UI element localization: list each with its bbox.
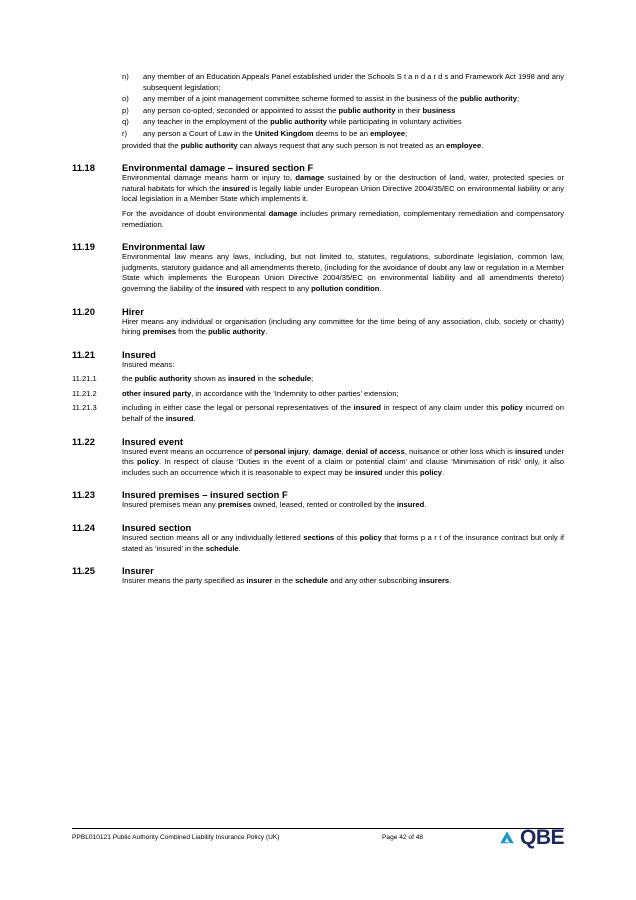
- clause-paragraph: Insured section means all or any individually lettered sections of this policy that forms p a r t of the insurance contract but only if stated as ‘insured’ in the schedule.: [122, 533, 564, 553]
- clause-heading: [72, 489, 564, 500]
- subclause-number: 11.21.1: [72, 374, 97, 384]
- clause-number: 11.24: [72, 522, 95, 534]
- clause-body: [122, 533, 564, 554]
- clause-number: 11.19: [72, 241, 95, 253]
- clause-title: Hirer: [122, 305, 144, 317]
- subclause-text: including in either case the legal or personal representatives of the insured in respect of any claim under this policy incurred on behalf of the insured.: [122, 403, 564, 424]
- clause-paragraph: Hirer means any individual or organisation (including any committee for the time being of any association, club, society or charity) hiring premises from the public authority.: [122, 316, 564, 337]
- footer-document-reference: PPBL010121 Public Authority Combined Liability Insurance Policy (UK): [72, 834, 280, 841]
- clause-heading: [72, 565, 564, 576]
- clause-11-25: [72, 565, 564, 587]
- clause-paragraph: Insured premises mean any premises owned, leased, rented or controlled by the insured.: [122, 500, 427, 510]
- subclause: [72, 389, 564, 400]
- clause-body: [122, 360, 564, 371]
- list-text: any person a Court of Law in the United Kingdom deems to be an employee;: [143, 128, 408, 138]
- qbe-wordmark: QBE: [519, 826, 564, 849]
- clause-heading: [72, 349, 564, 360]
- list-marker: p): [122, 105, 129, 115]
- page-footer: [72, 828, 564, 862]
- list-text: any member of a joint management committee scheme formed to assist in the business of the public authority;: [143, 94, 520, 104]
- clause-body: [122, 447, 564, 479]
- footer-divider: [72, 828, 564, 829]
- clause-body: [122, 500, 564, 511]
- clause-number: 11.21: [72, 348, 95, 360]
- clause-heading: [72, 306, 564, 317]
- clause-11-21: [72, 349, 564, 425]
- clause-11-18: [72, 162, 564, 230]
- clause-title: Insured premises – insured section F: [122, 489, 288, 501]
- subclause-text: the public authority shown as insured in the schedule;: [122, 374, 314, 384]
- clause-heading: [72, 241, 564, 252]
- list-marker: q): [122, 117, 129, 127]
- clause-title: Insurer: [122, 565, 154, 577]
- list-marker: r): [122, 128, 128, 138]
- clause-title: Insured section: [122, 522, 192, 534]
- subclause: [72, 403, 564, 424]
- list-item: [122, 117, 564, 128]
- proviso-paragraph: provided that the public authority can always request that any such person is not treated as an employee.: [122, 140, 484, 150]
- clause-number: 11.18: [72, 162, 95, 174]
- list-text: any person co-opted, seconded or appointed to assist the public authority in their business: [143, 105, 456, 115]
- list-marker: o): [122, 94, 129, 104]
- list-item: [122, 106, 564, 117]
- clause-11-24: [72, 522, 564, 554]
- list-text: any member of an Education Appeals Panel established under the Schools S t a n d a r d s and Framework Act 1998 and any subsequent legislation;: [143, 72, 564, 92]
- clause-heading: [72, 436, 564, 447]
- clause-number: 11.23: [72, 489, 95, 501]
- list-item: [122, 94, 564, 105]
- page-content: [72, 72, 564, 587]
- subclause-number: 11.21.3: [72, 403, 97, 413]
- clause-body: [122, 576, 564, 587]
- clause-heading: [72, 522, 564, 533]
- list-text: any teacher in the employment of the public authority while participating in voluntary activities: [143, 117, 462, 127]
- clause-title: Environmental damage – insured section F: [122, 162, 314, 174]
- clause-paragraph: For the avoidance of doubt environmental damage includes primary remediation, complementary remediation and compensatory remediation.: [122, 208, 564, 229]
- clause-number: 11.20: [72, 305, 95, 317]
- clause-11-19: [72, 241, 564, 294]
- clause-11-20: [72, 306, 564, 338]
- lettered-list: [122, 72, 564, 140]
- clause-paragraph: Environmental damage means harm or injury to, damage sustained by or the destruction of land, water, protected species or natural habitats for which the insured is legally liable under European Union Directive 2004/35/EC on environmental liability or any local legislation in a Member State which implements it.: [122, 173, 564, 204]
- clause-title: Insured event: [122, 435, 183, 447]
- subclause-text: other insured party, in accordance with the ‘Indemnity to other parties’ extension;: [122, 388, 399, 398]
- clause-title: Insured: [122, 348, 156, 360]
- clause-heading: [72, 162, 564, 173]
- clause-11-22: [72, 436, 564, 479]
- clause-title: Environmental law: [122, 241, 205, 253]
- qbe-swoosh-icon: [498, 829, 516, 847]
- footer-page-number: Page 42 of 48: [382, 834, 424, 841]
- clause-body: [122, 252, 564, 294]
- clause-number: 11.25: [72, 565, 95, 577]
- qbe-logo: [498, 826, 564, 850]
- subclause-number: 11.21.2: [72, 388, 97, 398]
- list-marker: n): [122, 72, 129, 81]
- clause-paragraph: Environmental law means any laws, including, but not limited to, statutes, regulations, subordinate legislation, common law, judgments, statutory guidance and all amendments thereto, (including for the avoidance of doubt any law or regulation in a Member State which implements the European Union Directive 2004/35/EC on environmental liability and all amendments thereto) governing the liability of the insured with respect to any pollution condition.: [122, 252, 564, 293]
- clause-paragraph: Insured event means an occurrence of personal injury, damage, denial of access, nuisance or other loss which is insured under this policy. In respect of clause ‘Duties in the event of a claim or potential claim’ and clause ‘Minimisation of risk’ only, it also includes such an occurrence which it is reasonable to expect may be insured under this policy.: [122, 446, 564, 477]
- subclause: [72, 374, 564, 385]
- clause-body: [122, 173, 564, 230]
- clause-body: [122, 317, 564, 338]
- clause-11-23: [72, 489, 564, 511]
- clause-number: 11.22: [72, 435, 95, 447]
- list-item: [122, 72, 564, 93]
- clause-paragraph: Insured means:: [122, 359, 175, 369]
- list-item: [122, 129, 564, 140]
- clause-paragraph: Insurer means the party specified as insurer in the schedule and any other subscribing insurers.: [122, 576, 452, 586]
